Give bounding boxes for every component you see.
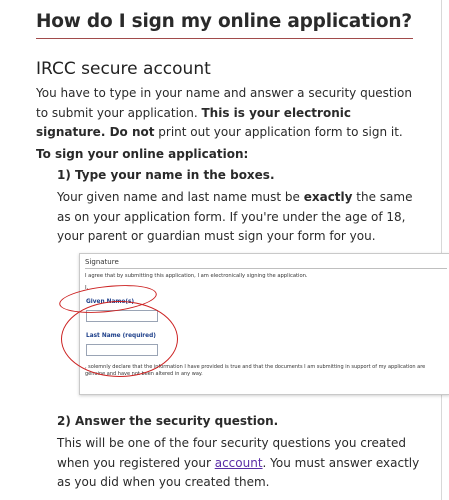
signature-i-label: I,	[85, 285, 89, 291]
intro-text-2: print out your application form to sign it.	[154, 125, 403, 139]
instructions-lead: To sign your online application:	[36, 147, 249, 161]
annotation-circle-name-fields	[61, 301, 178, 377]
section-title: IRCC secure account	[36, 59, 211, 79]
step1-text-bold: exactly	[303, 190, 353, 204]
given-name-label: Given Name(s)	[86, 299, 135, 305]
step2-heading: 2) Answer the security question.	[57, 414, 279, 428]
last-name-label: Last Name (required)	[86, 333, 156, 339]
page-edge-divider	[441, 0, 442, 500]
intro-paragraph	[36, 84, 416, 143]
title-divider	[36, 38, 413, 39]
step2-text-1: This will be one of the four security questions you created when you registered your	[57, 436, 406, 470]
account-link[interactable]: account	[214, 455, 263, 470]
step1-paragraph	[57, 188, 427, 247]
page-title: How do I sign my online application?	[36, 11, 412, 32]
signature-header: Signature	[85, 258, 119, 266]
step1-text-2: the same as on your application form. If you're under the age of 18, your parent or guardian must sign your form for you.	[57, 190, 413, 243]
signature-declaration: , solemnly declare that the information I have provided is true and that the documents I am submitting in support of my application are genuine and have not been altered in any way.	[85, 364, 426, 377]
intro-bold-1: This is your electronic signature.	[36, 105, 351, 139]
step2-text-2: . You must answer exactly as you did when you created them.	[57, 455, 420, 489]
signature-header-divider	[85, 268, 447, 269]
intro-bold-2: Do not	[105, 125, 155, 139]
signature-agree-text: I agree that by submitting this application, I am electronically signing the application.	[85, 273, 308, 279]
intro-text-1: You have to type in your name and answer a security question to submit your application.	[36, 86, 412, 120]
step1-text-1: Your given name and last name must be	[57, 190, 304, 204]
step2-paragraph	[57, 434, 427, 493]
step1-heading: 1) Type your name in the boxes.	[57, 168, 275, 182]
